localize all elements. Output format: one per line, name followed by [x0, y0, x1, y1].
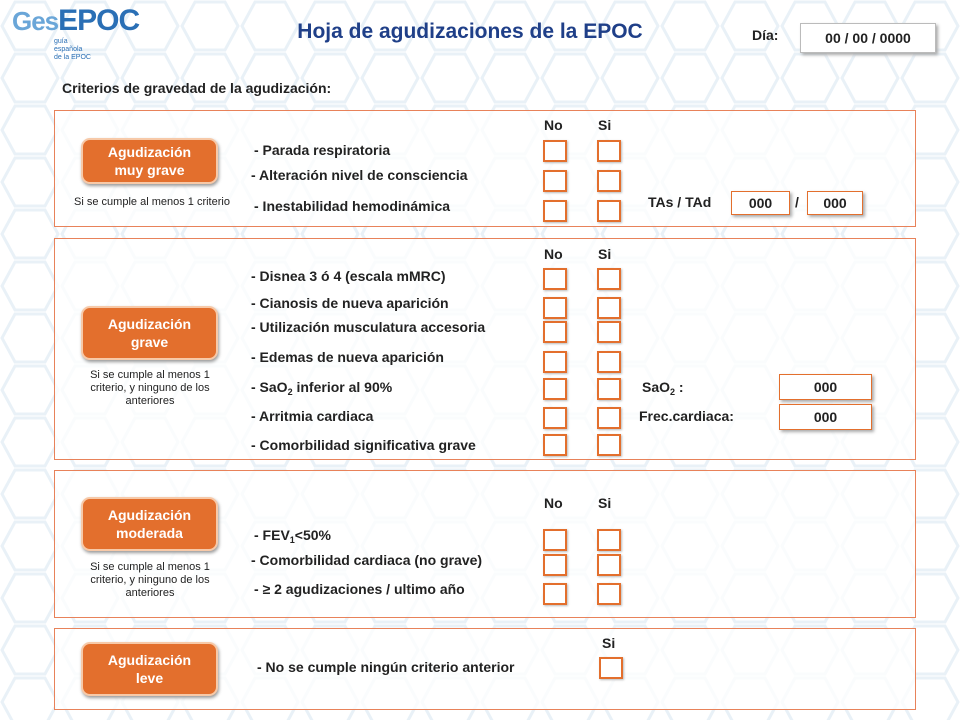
criterion-hemodinamica: - Inestabilidad hemodinámica [254, 198, 451, 214]
checkbox-no[interactable] [543, 378, 567, 400]
checkbox-si[interactable] [597, 321, 621, 343]
tad-input[interactable]: 000 [807, 191, 863, 215]
criterion-comorbilidad: - Comorbilidad significativa grave [251, 437, 476, 453]
frec-cardiaca-input[interactable]: 000 [779, 404, 872, 430]
criterion-disnea: - Disnea 3 ó 4 (escala mMRC) [251, 268, 446, 284]
checkbox-no[interactable] [543, 407, 567, 429]
category-moderada: Agudización moderada [81, 497, 218, 551]
gesepoc-logo: GesEPOC guía española de la EPOC [12, 4, 140, 61]
category-grave: Agudización grave [81, 306, 218, 360]
criterion-musculatura: - Utilización musculatura accesoria [251, 319, 486, 335]
frec-cardiaca-label: Frec.cardiaca: [639, 408, 734, 424]
checkbox-si[interactable] [597, 378, 621, 400]
header-si: Si [602, 635, 616, 651]
header-no: No [544, 495, 563, 511]
criteria-heading: Criterios de gravedad de la agudización: [62, 80, 332, 96]
checkbox-no[interactable] [543, 170, 567, 192]
criterion-arritmia: - Arritmia cardiaca [251, 408, 374, 424]
date-input[interactable]: 00 / 00 / 0000 [800, 23, 936, 53]
checkbox-si[interactable] [597, 351, 621, 373]
sao2-input[interactable]: 000 [779, 374, 872, 400]
header-no: No [544, 117, 563, 133]
criterion-consciencia: - Alteración nivel de consciencia [251, 167, 468, 183]
checkbox-no[interactable] [543, 434, 567, 456]
checkbox-no[interactable] [543, 554, 567, 576]
tas-tad-label: TAs / TAd [648, 194, 712, 210]
header-si: Si [598, 495, 612, 511]
checkbox-no[interactable] [543, 297, 567, 319]
criterion-ninguno: - No se cumple ningún criterio anterior [257, 659, 515, 675]
category-muy-grave: Agudización muy grave [81, 138, 218, 184]
checkbox-no[interactable] [543, 529, 567, 551]
checkbox-si[interactable] [597, 554, 621, 576]
checkbox-si[interactable] [597, 170, 621, 192]
criterion-sao2: - SaO$_2$ inferior al 90% [251, 379, 393, 397]
header-si: Si [598, 246, 612, 262]
criterion-comorbilidad-cardiaca: - Comorbilidad cardiaca (no grave) [251, 552, 483, 568]
checkbox-si[interactable] [597, 200, 621, 222]
note-moderada: Si se cumple al menos 1 criterio, y ninguno de los anteriores [90, 561, 210, 599]
header-no: No [544, 246, 563, 262]
checkbox-no[interactable] [543, 351, 567, 373]
criterion-edemas: - Edemas de nueva aparición [251, 349, 444, 365]
category-leve: Agudización leve [81, 642, 218, 696]
date-label: Día: [752, 27, 779, 43]
checkbox-si[interactable] [599, 657, 623, 679]
tas-tad-separator: / [795, 194, 799, 210]
checkbox-si[interactable] [597, 434, 621, 456]
tas-input[interactable]: 000 [731, 191, 790, 215]
checkbox-no[interactable] [543, 321, 567, 343]
checkbox-si[interactable] [597, 268, 621, 290]
criterion-parada: - Parada respiratoria [254, 142, 391, 158]
checkbox-si[interactable] [597, 297, 621, 319]
checkbox-no[interactable] [543, 583, 567, 605]
note-muy-grave: Si se cumple al menos 1 criterio [74, 196, 230, 208]
header-si: Si [598, 117, 612, 133]
checkbox-no[interactable] [543, 200, 567, 222]
criterion-agudizaciones: - ≥ 2 agudizaciones / ultimo año [254, 581, 465, 597]
checkbox-no[interactable] [543, 268, 567, 290]
sao2-label: SaO$_2$ : [642, 379, 684, 397]
checkbox-no[interactable] [543, 140, 567, 162]
checkbox-si[interactable] [597, 583, 621, 605]
criterion-fev1: - $FEV_1<50\%$ [254, 527, 331, 545]
note-grave: Si se cumple al menos 1 criterio, y ninguno de los anteriores [90, 369, 210, 407]
checkbox-si[interactable] [597, 407, 621, 429]
checkbox-si[interactable] [597, 140, 621, 162]
criterion-cianosis: - Cianosis de nueva aparición [251, 295, 449, 311]
page-title: Hoja de agudizaciones de la EPOC [297, 20, 643, 43]
checkbox-si[interactable] [597, 529, 621, 551]
